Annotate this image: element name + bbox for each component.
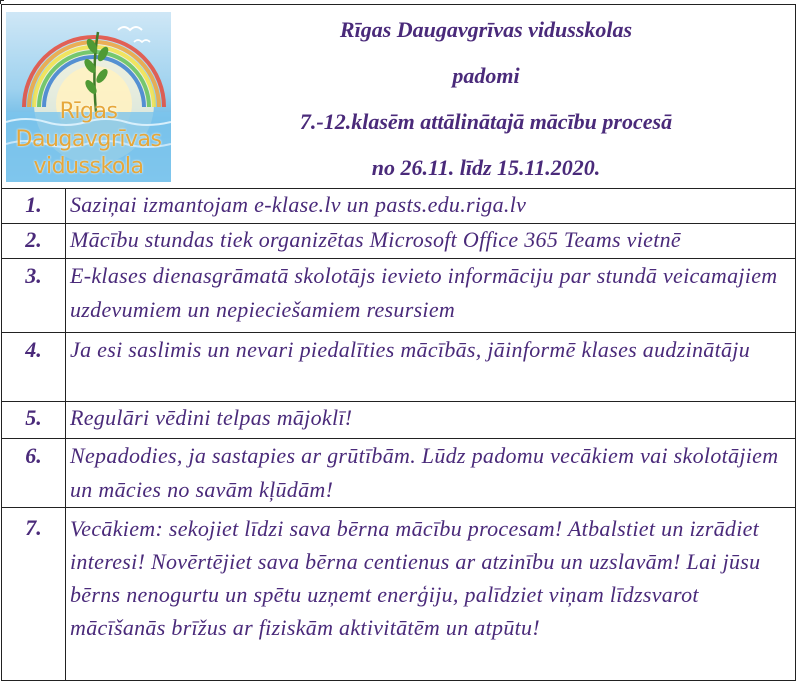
document-title bbox=[192, 14, 780, 198]
table-header bbox=[2, 5, 795, 189]
row-number: 2. bbox=[2, 224, 66, 258]
table-row bbox=[2, 439, 795, 508]
row-text: Ja esi saslimis un nevari piedalīties mācībās, jāinformē klases audzinātāju bbox=[70, 337, 751, 362]
table-row bbox=[2, 402, 795, 439]
row-number: 3. bbox=[2, 259, 66, 332]
advice-table bbox=[1, 4, 796, 681]
row-number: 1. bbox=[2, 189, 66, 223]
title-line-padomi: padomi bbox=[452, 63, 520, 88]
school-logo bbox=[6, 12, 171, 182]
row-text: Nepadodies, ja sastapies ar grūtībām. Lūdz padomu vecākiem vai skolotājiem un mācies no savām kļūdām! bbox=[70, 443, 779, 502]
row-text: E-klases dienasgrāmatā skolotājs ievieto informāciju par stundā veicamajiem uzdevumiem un nepieciešamiem resursiem bbox=[70, 263, 778, 322]
title-line-dates: no 26.11. līdz 15.11.2020. bbox=[371, 155, 601, 180]
table-row bbox=[2, 259, 795, 333]
table-row bbox=[2, 508, 795, 680]
row-text: Vecākiem: sekojiet līdzi sava bērna mācību procesam! Atbalstiet un izrādiet interesi! Novērtējiet sava bērna centienus ar atzinību un uzslavām! Lai jūsu bērns nenogurtu un spētu uzņemt enerģiju, palīdziet viņam līdzsvarot mācīšanās brīžus ar fiziskām aktivitātēm un atpūtu! bbox=[70, 516, 761, 640]
row-text: Mācību stundas tiek organizētas Microsoft Office 365 Teams vietnē bbox=[70, 227, 681, 252]
row-text: Regulāri vēdini telpas mājoklī! bbox=[70, 405, 353, 430]
title-line-classes: 7.-12.klasēm attālinātajā mācību procesā bbox=[299, 109, 673, 134]
logo-text-line2: Daugavgrīvas bbox=[15, 127, 162, 152]
title-line-school: Rīgas Daugavgrīvas vidusskolas bbox=[339, 17, 633, 42]
row-number: 4. bbox=[2, 333, 66, 401]
table-row bbox=[2, 189, 795, 224]
row-number: 7. bbox=[2, 508, 66, 680]
row-text: Saziņai izmantojam e-klase.lv un pasts.edu.riga.lv bbox=[70, 192, 527, 217]
table-row bbox=[2, 224, 795, 259]
table-row bbox=[2, 333, 795, 402]
logo-text-line1: Rīgas bbox=[59, 99, 118, 124]
logo-text-line3: vidusskola bbox=[33, 154, 144, 179]
row-number: 5. bbox=[2, 402, 66, 438]
row-number: 6. bbox=[2, 439, 66, 507]
